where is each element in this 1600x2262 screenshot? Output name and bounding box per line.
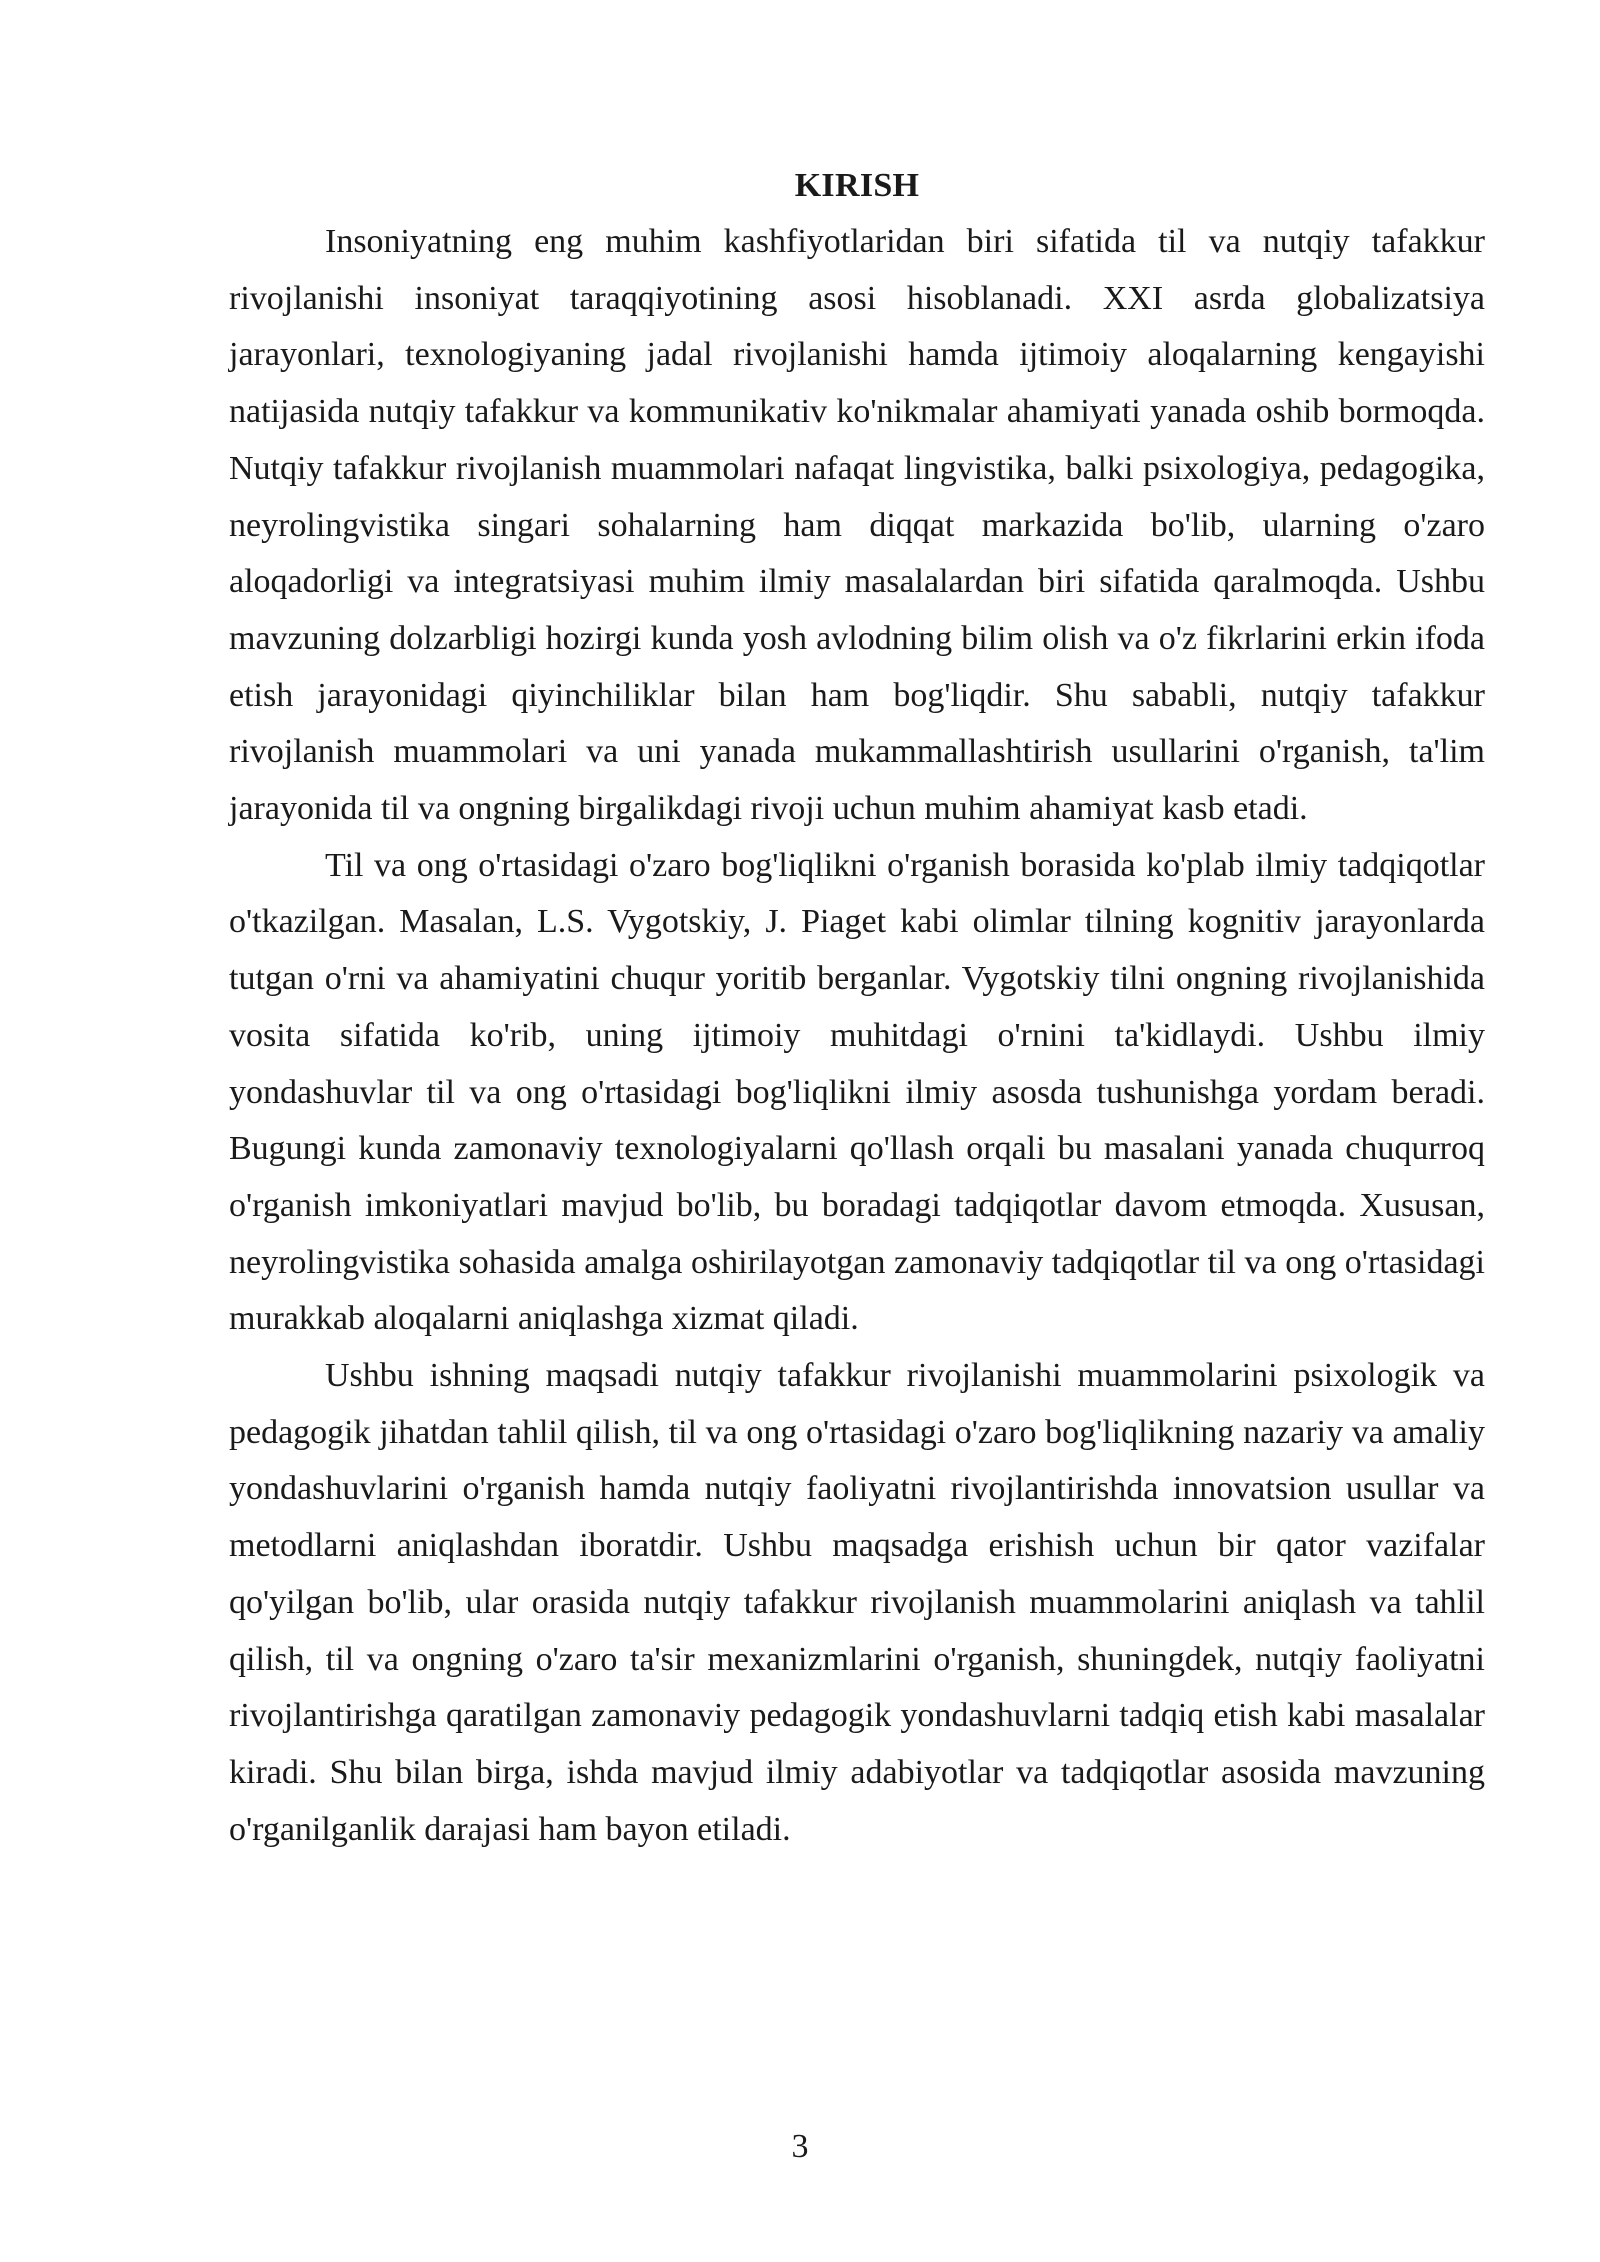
page-number: 3 <box>791 2128 809 2165</box>
section-title: KIRISH <box>794 167 920 204</box>
page-body <box>229 160 1485 1858</box>
paragraph-2: Til va ong o'rtasidagi o'zaro bog'liqlikni o'rganish borasida ko'plab ilmiy tadqiqotlar o'tkazilgan. Masalan, L.S. Vygotskiy, J. Piaget kabi olimlar tilning kognitiv jarayonlarda tutgan o'rni va ahamiyatini chuqur yoritib berganlar. Vygotskiy tilni ongning rivojlanishida vosita sifatida ko'rib, uning ijtimoiy muhitdagi o'rnini ta'kidlaydi. Ushbu ilmiy yondashuvlar til va ong o'rtasidagi bog'liqlikni ilmiy asosda tushunishga yordam beradi. Bugungi kunda zamonaviy texnologiyalarni qo'llash orqali bu masalani yanada chuqurroq o'rganish imkoniyatlari mavjud bo'lib, bu boradagi tadqiqotlar davom etmoqda. Xususan, neyrolingvistika sohasida amalga oshirilayotgan zamonaviy tadqiqotlar til va ong o'rtasidagi murakkab aloqalarni aniqlashga xizmat qiladi. <box>229 846 1485 1338</box>
paragraph-1: Insoniyatning eng muhim kashfiyotlaridan biri sifatida til va nutqiy tafakkur rivojlanishi insoniyat taraqqiyotining asosi hisoblanadi. XXI asrda globalizatsiya jarayonlari, texnologiyaning jadal rivojlanishi hamda ijtimoiy aloqalarning kengayishi natijasida nutqiy tafakkur va kommunikativ ko'nikmalar ahamiyati yanada oshib bormoqda. Nutqiy tafakkur rivojlanish muammolari nafaqat lingvistika, balki psixologiya, pedagogika, neyrolingvistika singari sohalarning ham diqqat markazida bo'lib, ularning o'zaro aloqadorligi va integratsiyasi muhim ilmiy masalalardan biri sifatida qaralmoqda. Ushbu mavzuning dolzarbligi hozirgi kunda yosh avlodning bilim olish va o'z fikrlarini erkin ifoda etish jarayonidagi qiyinchiliklar bilan ham bog'liqdir. Shu sababli, nutqiy tafakkur rivojlanish muammolari va uni yanada mukammallashtirish usullarini o'rganish, ta'lim jarayonida til va ongning birgalikdagi rivoji uchun muhim ahamiyat kasb etadi. <box>229 223 1485 828</box>
paragraph-3: Ushbu ishning maqsadi nutqiy tafakkur rivojlanishi muammolarini psixologik va pedagogik jihatdan tahlil qilish, til va ong o'rtasidagi o'zaro bog'liqlikning nazariy va amaliy yondashuvlarini o'rganish hamda nutqiy faoliyatni rivojlantirishda innovatsion usullar va metodlarni aniqlashdan iboratdir. Ushbu maqsadga erishish uchun bir qator vazifalar qo'yilgan bo'lib, ular orasida nutqiy tafakkur rivojlanish muammolarini aniqlash va tahlil qilish, til va ongning o'zaro ta'sir mexanizmlarini o'rganish, shuningdek, nutqiy faoliyatni rivojlantirishga qaratilgan zamonaviy pedagogik yondashuvlarni tadqiq etish kabi masalalar kiradi. Shu bilan birga, ishda mavjud ilmiy adabiyotlar va tadqiqotlar asosida mavzuning o'rganilganlik darajasi ham bayon etiladi. <box>229 1357 1485 1848</box>
